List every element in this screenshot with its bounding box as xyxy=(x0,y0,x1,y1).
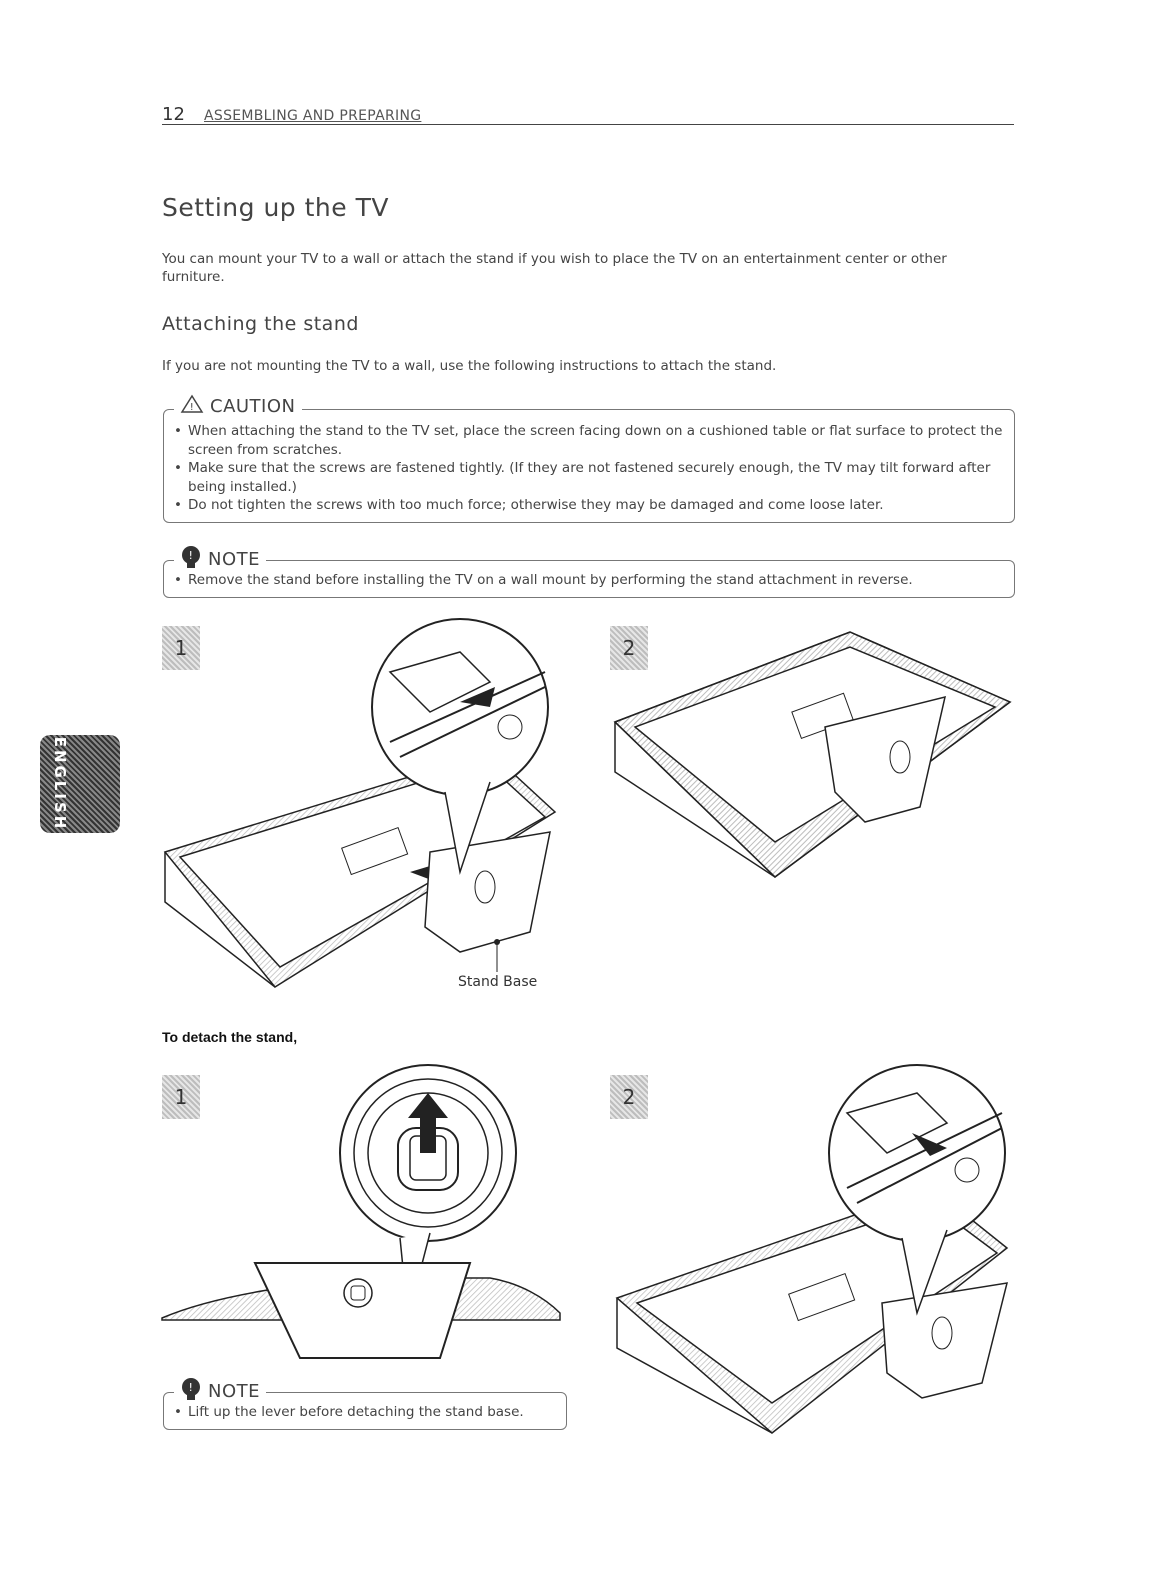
caution-label: CAUTION xyxy=(210,396,296,417)
step-badge: 1 xyxy=(162,1075,200,1119)
step-badge: 2 xyxy=(610,626,648,670)
caution-item: • When attaching the stand to the TV set, place the screen facing down on a cushioned table or flat surface to protect the screen from scratches. xyxy=(164,422,1014,459)
instruction-text: If you are not mounting the TV to a wall, use the following instructions to attach the stand. xyxy=(162,358,777,374)
attach-step-1-illustration xyxy=(160,612,580,997)
caution-item: • Make sure that the screws are fastened tightly. (If they are not fastened securely enough, the TV may tilt forward after being installed.) xyxy=(164,459,1014,496)
page-title: Setting up the TV xyxy=(162,193,389,222)
note-header xyxy=(174,545,266,574)
attach-step-2-illustration xyxy=(610,612,1015,887)
section-title: ASSEMBLING AND PREPARING xyxy=(204,108,422,124)
note-label: NOTE xyxy=(208,1381,261,1402)
note-box xyxy=(163,549,1015,598)
note-label: NOTE xyxy=(208,549,261,570)
note-box xyxy=(163,1381,567,1430)
svg-text:!: ! xyxy=(188,1381,194,1394)
step-badge: 1 xyxy=(162,626,200,670)
caution-item: • Do not tighten the screws with too much force; otherwise they may be damaged and come loose later. xyxy=(164,496,1014,515)
detach-step-2-illustration xyxy=(612,1058,1017,1438)
caution-box xyxy=(163,396,1015,523)
page-header xyxy=(162,104,1014,125)
svg-text:!: ! xyxy=(188,549,194,562)
note-bulb-icon xyxy=(180,1377,202,1406)
note-bulb-icon xyxy=(180,545,202,574)
note-item: • Lift up the lever before detaching the stand base. xyxy=(164,1403,566,1422)
intro-paragraph: You can mount your TV to a wall or attach the stand if you wish to place the TV on an entertainment center or other furniture. xyxy=(162,251,947,285)
step-badge: 2 xyxy=(610,1075,648,1119)
warning-triangle-icon xyxy=(180,394,204,419)
note-item: • Remove the stand before installing the TV on a wall mount by performing the stand attachment in reverse. xyxy=(164,571,1014,590)
caution-header xyxy=(174,394,302,419)
detach-heading: To detach the stand, xyxy=(162,1029,298,1045)
subsection-title: Attaching the stand xyxy=(162,313,359,335)
page-number: 12 xyxy=(162,104,185,125)
stand-base-label: Stand Base xyxy=(458,974,538,990)
language-side-tab xyxy=(40,735,120,833)
note-header xyxy=(174,1377,266,1406)
language-label: ENGLISH xyxy=(51,736,69,832)
svg-text:!: ! xyxy=(189,402,195,413)
detach-step-1-illustration xyxy=(160,1058,565,1368)
